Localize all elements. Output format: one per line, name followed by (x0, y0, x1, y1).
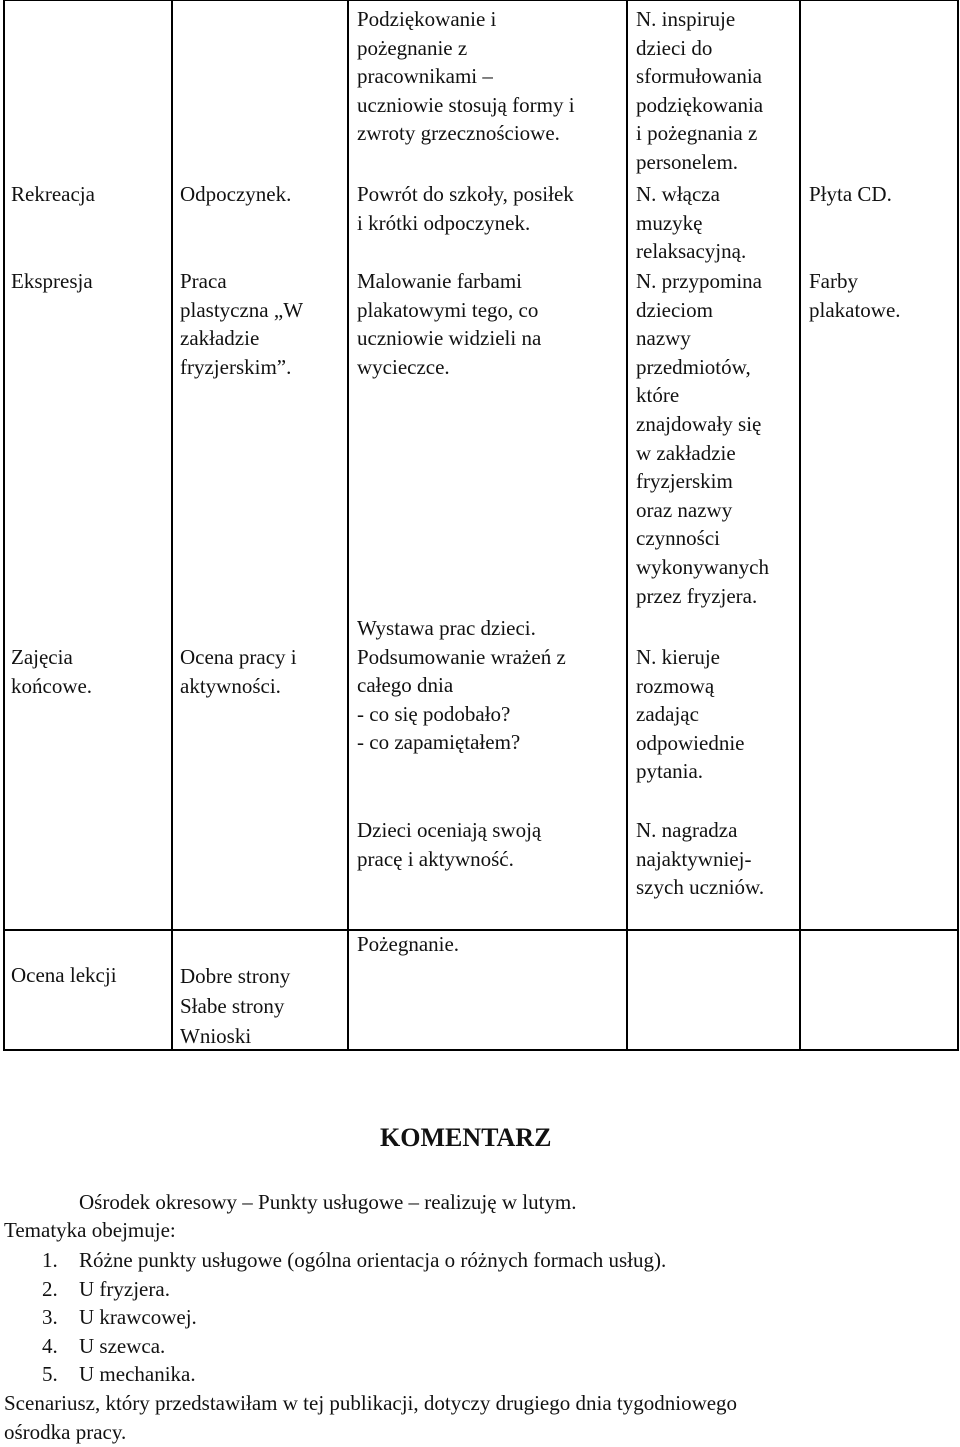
table-col-line-5 (957, 0, 959, 1051)
table-col-line-2 (347, 0, 349, 1051)
closing-text-line-1: Scenariusz, który przedstawiłam w tej publikacji, dotyczy drugiego dnia tygodniowego (4, 1391, 738, 1415)
table-line-bottom (3, 1049, 959, 1051)
comment-intro: Ośrodek okresowy – Punkty usługowe – realizuję w lutym. (79, 1190, 577, 1214)
cell-teacher-0: N. inspiruje dzieci do sformułowania podziękowania i pożegnania z personelem. (636, 7, 764, 174)
topic-item: U krawcowej. (79, 1305, 197, 1329)
topic-item: U mechanika. (79, 1362, 196, 1386)
cell-description-2: Malowanie farbami plakatowymi tego, co uczniowie widzieli na wycieczce. (357, 269, 542, 379)
topic-item: U szewca. (79, 1334, 166, 1358)
topic-number: 5. (42, 1362, 58, 1386)
cell-activity-4: Dobre strony Słabe strony Wnioski (180, 964, 291, 1048)
topic-item: Różne punkty usługowe (ogólna orientacja o różnych formach usług). (79, 1248, 667, 1272)
cell-description-0: Podziękowanie i pożegnanie z pracownikami – uczniowie stosują formy i zwroty grzecznościowe. (357, 7, 575, 146)
topic-item: U fryzjera. (79, 1277, 170, 1301)
cell-stage-2: Ekspresja (11, 269, 93, 293)
cell-activity-2: Praca plastyczna „W zakładzie fryzjerskim”. (180, 269, 304, 379)
cell-stage-1: Rekreacja (11, 182, 95, 206)
cell-teacher-3b: N. nagradza najaktywniej- szych uczniów. (636, 818, 765, 900)
cell-teacher-2: N. przypomina dzieciom nazwy przedmiotów, które znajdowały się w zakładzie fryzjerskim oraz nazwy czynności wykonywanych przez fryzjera. (636, 269, 769, 608)
cell-activity-1: Odpoczynek. (180, 182, 292, 206)
closing-text-line-2: ośrodka pracy. (4, 1420, 127, 1444)
table-col-line-0 (3, 0, 5, 1051)
topic-number: 2. (42, 1277, 58, 1301)
cell-stage-3: Zajęcia końcowe. (11, 645, 93, 698)
cell-teacher-1: N. włącza muzykę relaksacyjną. (636, 182, 747, 264)
comment-title: KOMENTARZ (380, 1123, 552, 1152)
cell-materials-1: Płyta CD. (809, 182, 892, 206)
table-line-top-0 (3, 0, 959, 1)
cell-description-3b: Dzieci oceniają swoją pracę i aktywność. (357, 818, 542, 871)
topic-number: 3. (42, 1305, 58, 1329)
table-col-line-1 (171, 0, 173, 1051)
cell-teacher-3: N. kieruje rozmową zadając odpowiednie pytania. (636, 645, 745, 784)
cell-description-3: Wystawa prac dzieci. Podsumowanie wrażeń z całego dnia - co się podobało? - co zapamiętałem? (357, 616, 566, 755)
cell-description-3c: Pożegnanie. (357, 932, 460, 956)
cell-stage-4: Ocena lekcji (11, 963, 117, 987)
cell-materials-2: Farby plakatowe. (809, 269, 901, 322)
cell-description-1: Powrót do szkoły, posiłek i krótki odpoczynek. (357, 182, 574, 235)
cell-activity-3: Ocena pracy i aktywności. (180, 645, 297, 698)
topics-label: Tematyka obejmuje: (4, 1218, 176, 1242)
table-col-line-3 (626, 0, 628, 1051)
topic-number: 4. (42, 1334, 58, 1358)
table-col-line-4 (799, 0, 801, 1051)
topic-number: 1. (42, 1248, 58, 1272)
